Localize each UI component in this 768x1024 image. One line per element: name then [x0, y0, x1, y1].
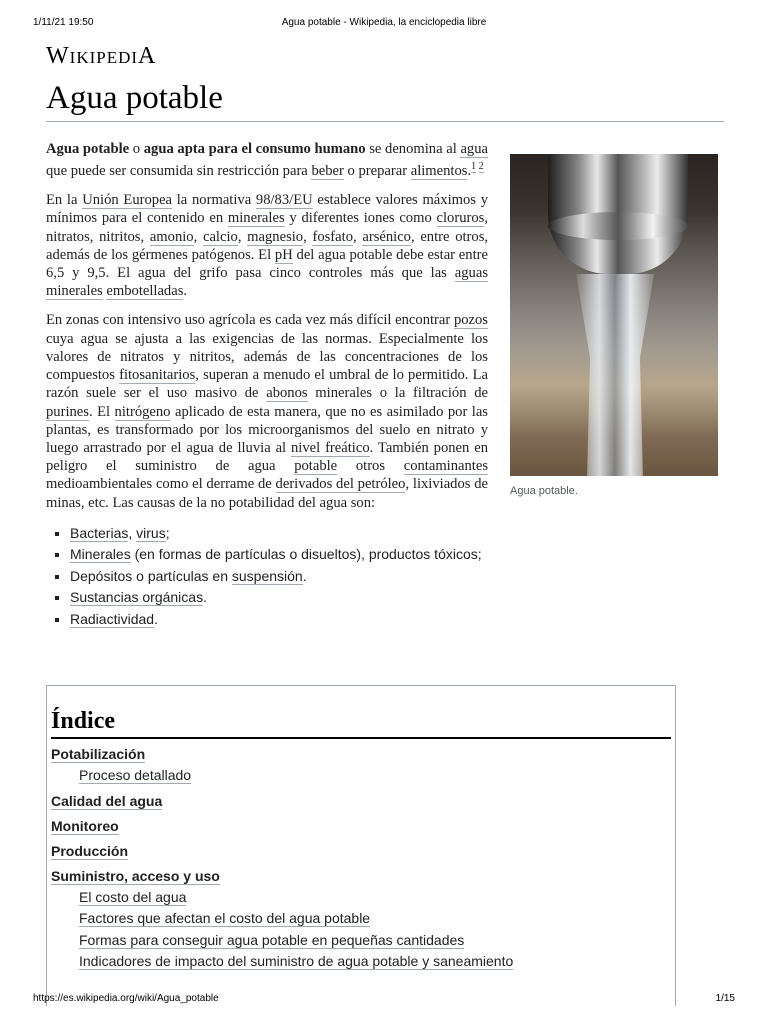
intro-paragraph: Agua potable o agua apta para el consumo humano se denomina al agua que puede ser consumida sin restricción para beber o preparar alimentos.$^{1 2}$	[46, 141, 488, 180]
paragraph-2: En la Unión Europea la normativa 98/83/EU establece valores máximos y mínimos para el contenido en minerales y diferentes iones como cloruros, nitratos, nitritos, amonio, calcio, magnesio, fosfato, arsénico, entre otros, además de los gérmenes patógenos. El pH del agua potable debe estar entre 6,5 y 9,5. El agua del grifo pasa cinco controles más que las aguas minerales embotelladas.	[46, 192, 489, 300]
list-item: ▪ Bacterias, virus;	[70, 523, 724, 545]
paragraph-3: En zonas con intensivo uso agrícola es cada vez más difícil encontrar pozos cuya agua se ajusta a las exigencias de las normas. Especialmente los valores de nitratos y nitritos, además de las concentraciones de los compuestos fitosanitarios, superan a menudo el umbral de lo permitido. La razón suele ser el uso masivo de abonos minerales o la filtración de purines. El nitrógeno aplicado de esta manera, que no es asimilado por las plantas, es transformado por los microorganismos del suelo en nitrato y luego arrastrado por el agua de lluvia al nivel freático. También ponen en peligro el suministro de agua potable otros contaminantes medioambientales como el derrame de derivados del petróleo, lixiviados de minas, etc. Las causas de la no potabilidad del agua son:	[46, 312, 489, 511]
link-pozos[interactable]: pozos	[453, 312, 488, 329]
list-item: ▪ Sustancias orgánicas.	[70, 587, 724, 609]
figure-caption: Agua potable.	[510, 485, 578, 497]
link-fitosanitarios[interactable]: fitosanitarios	[119, 367, 196, 384]
causes-list	[46, 523, 724, 631]
toc-item-costo-agua[interactable]: El costo del agua	[79, 888, 187, 905]
toc-item-suministro[interactable]: Suministro, acceso y uso	[51, 867, 220, 884]
link-normativa[interactable]: 98/83/EU	[255, 192, 313, 209]
link-ph[interactable]: pH	[274, 246, 293, 263]
water-stream-shape	[576, 274, 654, 476]
list-item: ▪ Depósitos o partículas en suspensión.	[70, 566, 724, 588]
faucet-shape	[548, 154, 688, 274]
page-title: Agua potable	[46, 80, 724, 122]
toc-item-produccion[interactable]: Producción	[51, 842, 129, 859]
link-agua[interactable]: agua	[460, 141, 488, 157]
toc-title: Índice	[51, 708, 671, 739]
link-nivel-freatico[interactable]: nivel freático	[291, 439, 370, 456]
link-derivados-petroleo[interactable]: derivados del petróleo	[275, 476, 406, 493]
wikipedia-logo[interactable]: WIKIPEDIA	[46, 43, 157, 69]
link-nitrogeno[interactable]: nitrógeno	[114, 403, 171, 420]
link-embotelladas[interactable]: embotelladas	[106, 283, 184, 300]
link-alimentos[interactable]: alimentos	[410, 163, 468, 180]
table-of-contents	[46, 685, 676, 1006]
link-minerales-list[interactable]: Minerales	[70, 546, 131, 563]
link-aguas-minerales[interactable]: aguas minerales	[46, 265, 488, 300]
ref-1[interactable]: 1	[471, 161, 477, 173]
article-body	[46, 140, 724, 630]
print-url: https://es.wikipedia.org/wiki/Agua_potable	[33, 993, 219, 1004]
toc-item-indicadores-impacto[interactable]: Indicadores de impacto del suministro de agua potable y saneamiento	[79, 953, 514, 969]
link-minerales[interactable]: minerales	[227, 210, 285, 227]
toc-item-proceso-detallado[interactable]: Proceso detallado	[79, 767, 192, 783]
print-datetime: 1/11/21 19:50	[33, 17, 94, 28]
link-amonio[interactable]: amonio	[149, 228, 194, 245]
toc-item-potabilizacion[interactable]: Potabilización	[51, 746, 146, 762]
link-potable[interactable]: potable	[294, 458, 338, 475]
link-radiactividad[interactable]: Radiactividad	[70, 610, 155, 627]
water-tap-image[interactable]	[510, 154, 718, 476]
toc-item-factores-costo[interactable]: Factores que afectan el costo del agua potable	[79, 910, 371, 926]
link-suspension[interactable]: suspensión	[231, 567, 303, 584]
link-fosfato[interactable]: fosfato	[312, 228, 353, 245]
toc-item-monitoreo[interactable]: Monitoreo	[51, 817, 119, 834]
link-abonos[interactable]: abonos	[266, 385, 308, 402]
link-purines[interactable]: purines	[46, 403, 89, 420]
list-item: ▪ Minerales (en formas de partículas o disueltos), productos tóxicos;	[70, 544, 724, 566]
link-contaminantes[interactable]: contaminantes	[403, 458, 489, 475]
link-virus[interactable]: virus	[136, 524, 166, 541]
link-beber[interactable]: beber	[311, 163, 344, 180]
ref-2[interactable]: 2	[478, 161, 484, 173]
print-page-number: 1/15	[715, 993, 735, 1004]
link-arsenico[interactable]: arsénico	[362, 228, 411, 245]
link-sustancias-organicas[interactable]: Sustancias orgánicas	[70, 589, 204, 606]
link-magnesio[interactable]: magnesio	[247, 228, 304, 245]
print-title: Agua potable - Wikipedia, la enciclopedia libre	[281, 17, 487, 28]
list-item: ▪ Radiactividad.	[70, 609, 724, 631]
link-cloruros[interactable]: cloruros	[436, 210, 485, 227]
link-bacterias[interactable]: Bacterias	[70, 524, 129, 541]
figure	[510, 154, 718, 500]
toc-item-formas-conseguir[interactable]: Formas para conseguir agua potable en pequeñas cantidades	[79, 931, 465, 948]
link-union-europea[interactable]: Unión Europea	[82, 192, 173, 209]
toc-item-calidad-del-agua[interactable]: Calidad del agua	[51, 792, 163, 809]
link-calcio[interactable]: calcio	[202, 228, 238, 245]
